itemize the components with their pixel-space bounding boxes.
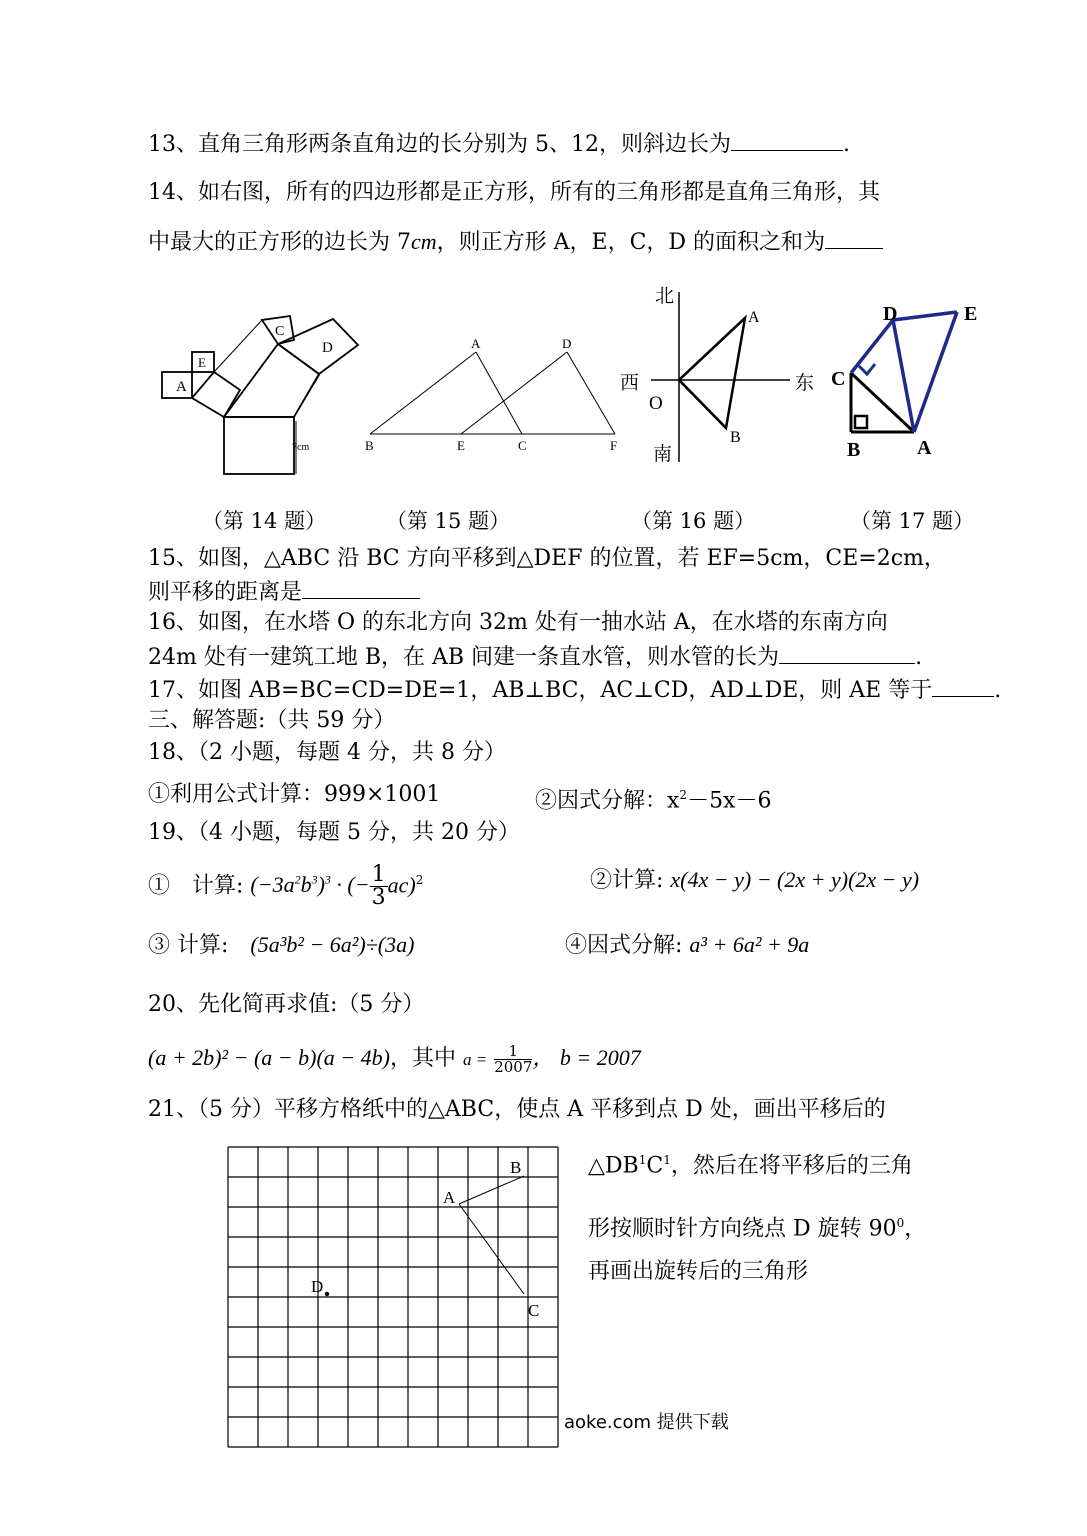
question-19-part3: ③ 计算: (5a³b² − 6a²)÷(3a)	[148, 932, 415, 958]
question-18-part2: ②因式分解：$x^2-5x-6$	[535, 788, 772, 814]
grid-label-d: D	[311, 1277, 324, 1296]
origin-label: O	[649, 393, 663, 414]
caption-14: （第 14 题）	[202, 509, 327, 533]
question-14-line1: 14、如右图，所有的四边形都是正方形，所有的三角形都是直角三角形，其	[148, 180, 880, 205]
question-19-part2: ②计算: x(4x − y) − (2x + y)(2x − y)	[590, 867, 920, 893]
east-label: 东	[795, 373, 815, 394]
question-15-line1: 15、如图，△ABC 沿 BC 方向平移到△DEF 的位置，若 EF=5cm，CE=2cm，	[148, 546, 946, 571]
grid-label-c: C	[528, 1301, 540, 1320]
label-a: A	[176, 379, 187, 395]
answer-blank	[302, 576, 420, 599]
question-19-part1: ① 计算: $(-3a^2b^3)^3$ · (− $\frac{1}{3}$ ac)$^2$	[148, 861, 424, 910]
west-label: 西	[620, 373, 640, 394]
label-f: F	[610, 438, 618, 453]
caption-15: （第 15 题）	[386, 509, 511, 533]
figure-15	[360, 330, 630, 460]
watermark: aoke.com 提供下载	[564, 1412, 729, 1433]
question-16-line1: 16、如图，在水塔 O 的东北方向 32m 处有一抽水站 A，在水塔的东南方向	[148, 610, 888, 635]
grid-label-b: B	[510, 1158, 522, 1177]
answer-blank	[731, 128, 843, 151]
label-d: D	[322, 340, 333, 356]
figure-16	[615, 280, 825, 470]
label-e: E	[964, 303, 978, 325]
question-20-expr: (a + 2b)² − (a − b)(a − 4b)，其中 a = $\frac{1}{2007}$ ， b = 2007	[148, 1041, 641, 1076]
caption-17: （第 17 题）	[850, 509, 975, 533]
question-16-line2: 24m 处有一建筑工地 B，在 AB 间建一条直水管，则水管的长为 .	[148, 641, 922, 673]
label-d: D	[562, 336, 572, 351]
fraction: $\frac{1}{2007}$	[494, 1041, 533, 1076]
label-c: C	[275, 324, 285, 339]
grid-label-a: A	[443, 1188, 456, 1207]
label-b: B	[847, 439, 861, 461]
dimension-label: 7cm	[292, 442, 310, 453]
question-13: 13、直角三角形两条直角边的长分别为 5、12，则斜边长为 .	[148, 128, 850, 160]
label-d: D	[883, 303, 898, 325]
question-19-part4: ④因式分解: a³ + 6a² + 9a	[565, 932, 810, 958]
caption-16: （第 16 题）	[631, 509, 756, 533]
question-21-text-2: 形按顺时针方向绕点 D 旋转 $90^0$，	[588, 1216, 927, 1242]
answer-blank	[932, 674, 994, 697]
section-heading: 三、解答题:（共 59 分）	[148, 708, 396, 733]
figure-17	[825, 290, 995, 470]
label-e: E	[198, 355, 206, 370]
label-a: A	[471, 336, 481, 351]
answer-blank	[779, 641, 915, 664]
answer-blank	[825, 226, 883, 249]
question-18-head: 18、（2 小题，每题 4 分，共 8 分）	[148, 740, 506, 765]
label-b: B	[365, 438, 374, 453]
label-b: B	[730, 429, 741, 446]
question-21-head: 21、（5 分）平移方格纸中的△ABC，使点 A 平移到点 D 处，画出平移后的	[148, 1097, 886, 1122]
label-e: E	[457, 438, 465, 453]
question-14-line2: 中最大的正方形的边长为 7cm，则正方形 A，E，C，D 的面积之和为	[148, 226, 883, 258]
grid-figure	[227, 1146, 561, 1448]
question-21-text-3: 再画出旋转后的三角形	[588, 1259, 809, 1284]
question-19-head: 19、（4 小题，每题 5 分，共 20 分）	[148, 820, 520, 845]
north-label: 北	[655, 286, 675, 307]
label-c: C	[831, 368, 846, 390]
label-a: A	[917, 437, 932, 459]
label-c: C	[518, 438, 527, 453]
south-label: 南	[653, 444, 673, 465]
question-18-part1: ①利用公式计算：999×1001	[148, 782, 441, 807]
fraction: $\frac{1}{3}$	[371, 861, 386, 910]
label-a: A	[748, 309, 760, 326]
question-15-line2: 则平移的距离是	[148, 576, 420, 608]
question-21-text-1: $\triangle DB^1C^1$，然后在将平移后的三角	[588, 1153, 913, 1179]
question-20-head: 20、先化简再求值:（5 分）	[148, 992, 425, 1017]
figure-14	[150, 300, 370, 485]
question-17: 17、如图 AB=BC=CD=DE=1，AB⊥BC，AC⊥CD，AD⊥DE，则 AE 等于 .	[148, 674, 1001, 706]
